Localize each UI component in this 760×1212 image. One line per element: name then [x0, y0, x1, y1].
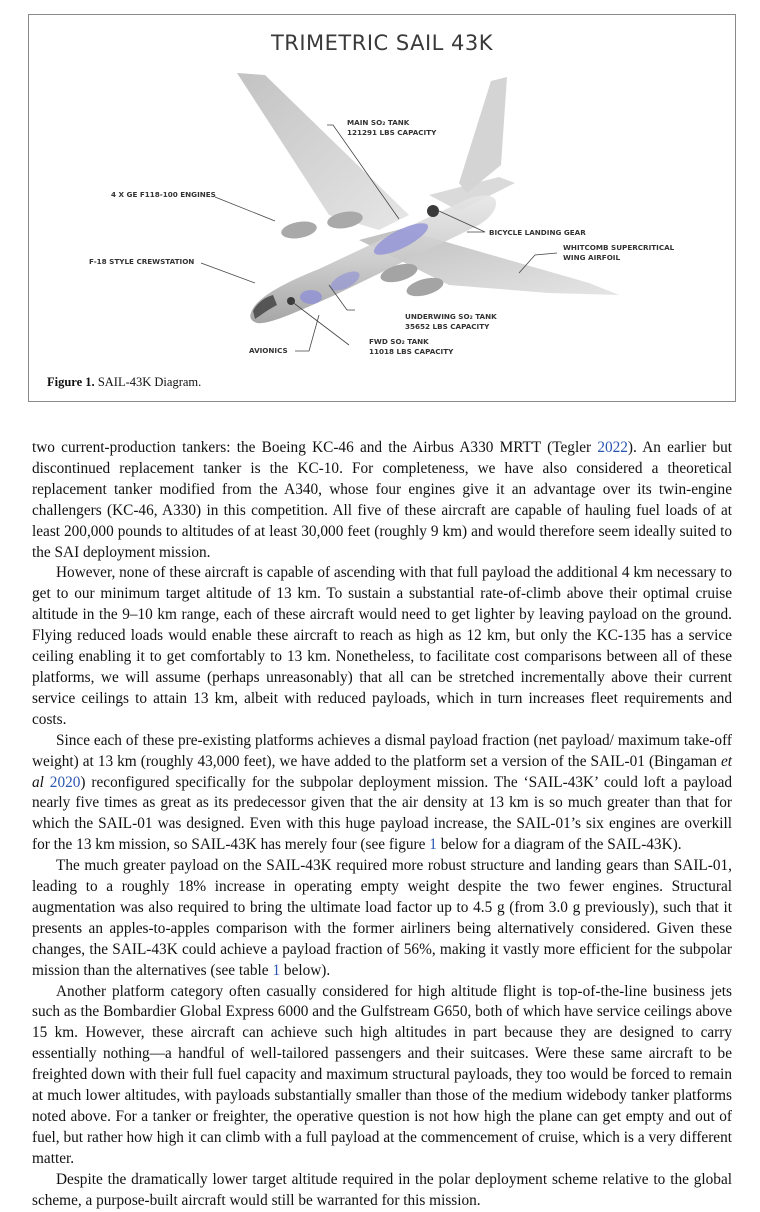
fwd-tank: [300, 290, 322, 304]
caption-text: SAIL-43K Diagram.: [94, 375, 202, 389]
citation-link[interactable]: 2022: [597, 439, 628, 456]
engine: [280, 219, 318, 241]
landing-gear: [427, 205, 439, 217]
label-underwing-tank: UNDERWING SO₂ TANK 35652 LBS CAPACITY: [405, 312, 497, 331]
table-link[interactable]: 1: [272, 961, 281, 979]
label-fwd-tank: FWD SO₂ TANK 11018 LBS CAPACITY: [369, 337, 454, 356]
paragraph-6: Despite the dramatically lower target altitude required in the polar deployment scheme relative to the global scheme, a purpose-built aircraft would still be warranted for this mission.: [32, 1170, 732, 1209]
citation-link[interactable]: 2020: [43, 773, 81, 791]
label-engines: 4 X GE F118-100 ENGINES: [111, 190, 216, 199]
paragraph-5: Another platform category often casually considered for high altitude flight is top-of-the-line business jets such as the Bombardier Global Express 6000 and the Gulfstream G650, both of which have service ceilings above 15 km. However, these aircraft can achieve such high altitudes in part because they are designed to carry essentially nothing—a handful of well-tailored passengers and their suitcases. Were these same aircraft to be freighted down with their full fuel capacity and maximum structural payloads, they too would be forced to remain at much lower altitudes, with payloads substantially smaller than those of the medium widebody tanker platforms noted above. For a tanker or freighter, the operative question is not how high the plane can get empty and out of fuel, but rather how high it can climb with a full payload at the commencement of cruise, which is a very different matter.: [32, 982, 732, 1167]
vertical-tail: [459, 77, 507, 193]
figure-link[interactable]: 1: [429, 836, 437, 854]
figure-caption: [47, 375, 201, 390]
label-avionics: AVIONICS: [249, 346, 288, 355]
label-main-tank: MAIN SO₂ TANK 121291 LBS CAPACITY: [347, 118, 437, 137]
upper-wing: [237, 73, 409, 230]
paragraph-1: two current-production tankers: the Boeing KC-46 and the Airbus A330 MRTT (Tegler 2022). An earlier but discontinued replacement tanker is the KC-10. For completeness, we have also considered a theoretical replacement tanker modified from the A340, whose four engines give it an advantage over its twin-engine challengers (KC-46, A330) in this competition. All five of these aircraft are capable of hauling fuel loads of at least 200,000 pounds to altitudes of at least 30,000 feet (roughly 9 km) and would therefore seem ideally suited to the SAI deployment mission.: [32, 439, 732, 561]
paragraph-2: However, none of these aircraft is capable of ascending with that full payload the additional 4 km necessary to get to our minimum target altitude of 13 km. To sustain a substantial rate-of-climb above their optimal cruise altitude in the 9–10 km range, each of these aircraft would need to get lighter by leaving payload on the ground. Flying reduced loads would enable these aircraft to reach as high as 12 km, but only the KC-135 has a service ceiling enabling it to get comfortably to 13 km. Nonetheless, to facilitate cost comparisons between all of these platforms, we will assume (perhaps unreasonably) that all can be stretched incrementally above their current service ceilings to attain 13 km, albeit with reduced payloads, which in turn increases fleet requirements and costs.: [32, 564, 732, 728]
label-landing-gear: BICYCLE LANDING GEAR: [489, 228, 586, 237]
figure-1: [28, 14, 736, 402]
paragraph-3: Since each of these pre-existing platforms achieves a dismal payload fraction (net payload/ maximum take-off weight) at 13 km (roughly 43,000 feet), we have added to the platform set a version of the SAIL-01 (Bingaman et al 2020) reconfigured specifically for the subpolar deployment mission. The ‘SAIL-43K’ could loft a payload nearly five times as great as its predecessor given that the air density at 13 km is so much greater than that for which the SAIL-01 was designed. Even with this huge payload increase, the SAIL-01’s six engines are overkill for the 13 km mission, so SAIL-43K has merely four (see figure 1 below for a diagram of the SAIL-43K).: [32, 731, 733, 854]
label-wing-airfoil: WHITCOMB SUPERCRITICAL WING AIRFOIL: [563, 243, 675, 262]
caption-label: Figure 1.: [47, 375, 95, 389]
label-crewstation: F-18 STYLE CREWSTATION: [89, 257, 195, 266]
paragraph-4: The much greater payload on the SAIL-43K required more robust structure and landing gears than SAIL-01, leading to a roughly 18% increase in operating empty weight despite the two fewer engines. Structural augmentation was also required to bring the ultimate load factor up to 4.5 g (from 3.0 g previously), such that it presents an apples-to-apples comparison with the former airliners being alternatively considered. Given these changes, the SAIL-43K could achieve a payload fraction of 56%, making it vastly more efficient for the subpolar mission than the alternatives (see table 1 below).: [32, 857, 732, 979]
body-text: [32, 438, 732, 1212]
figure-title: TRIMETRIC SAIL 43K: [270, 31, 494, 55]
